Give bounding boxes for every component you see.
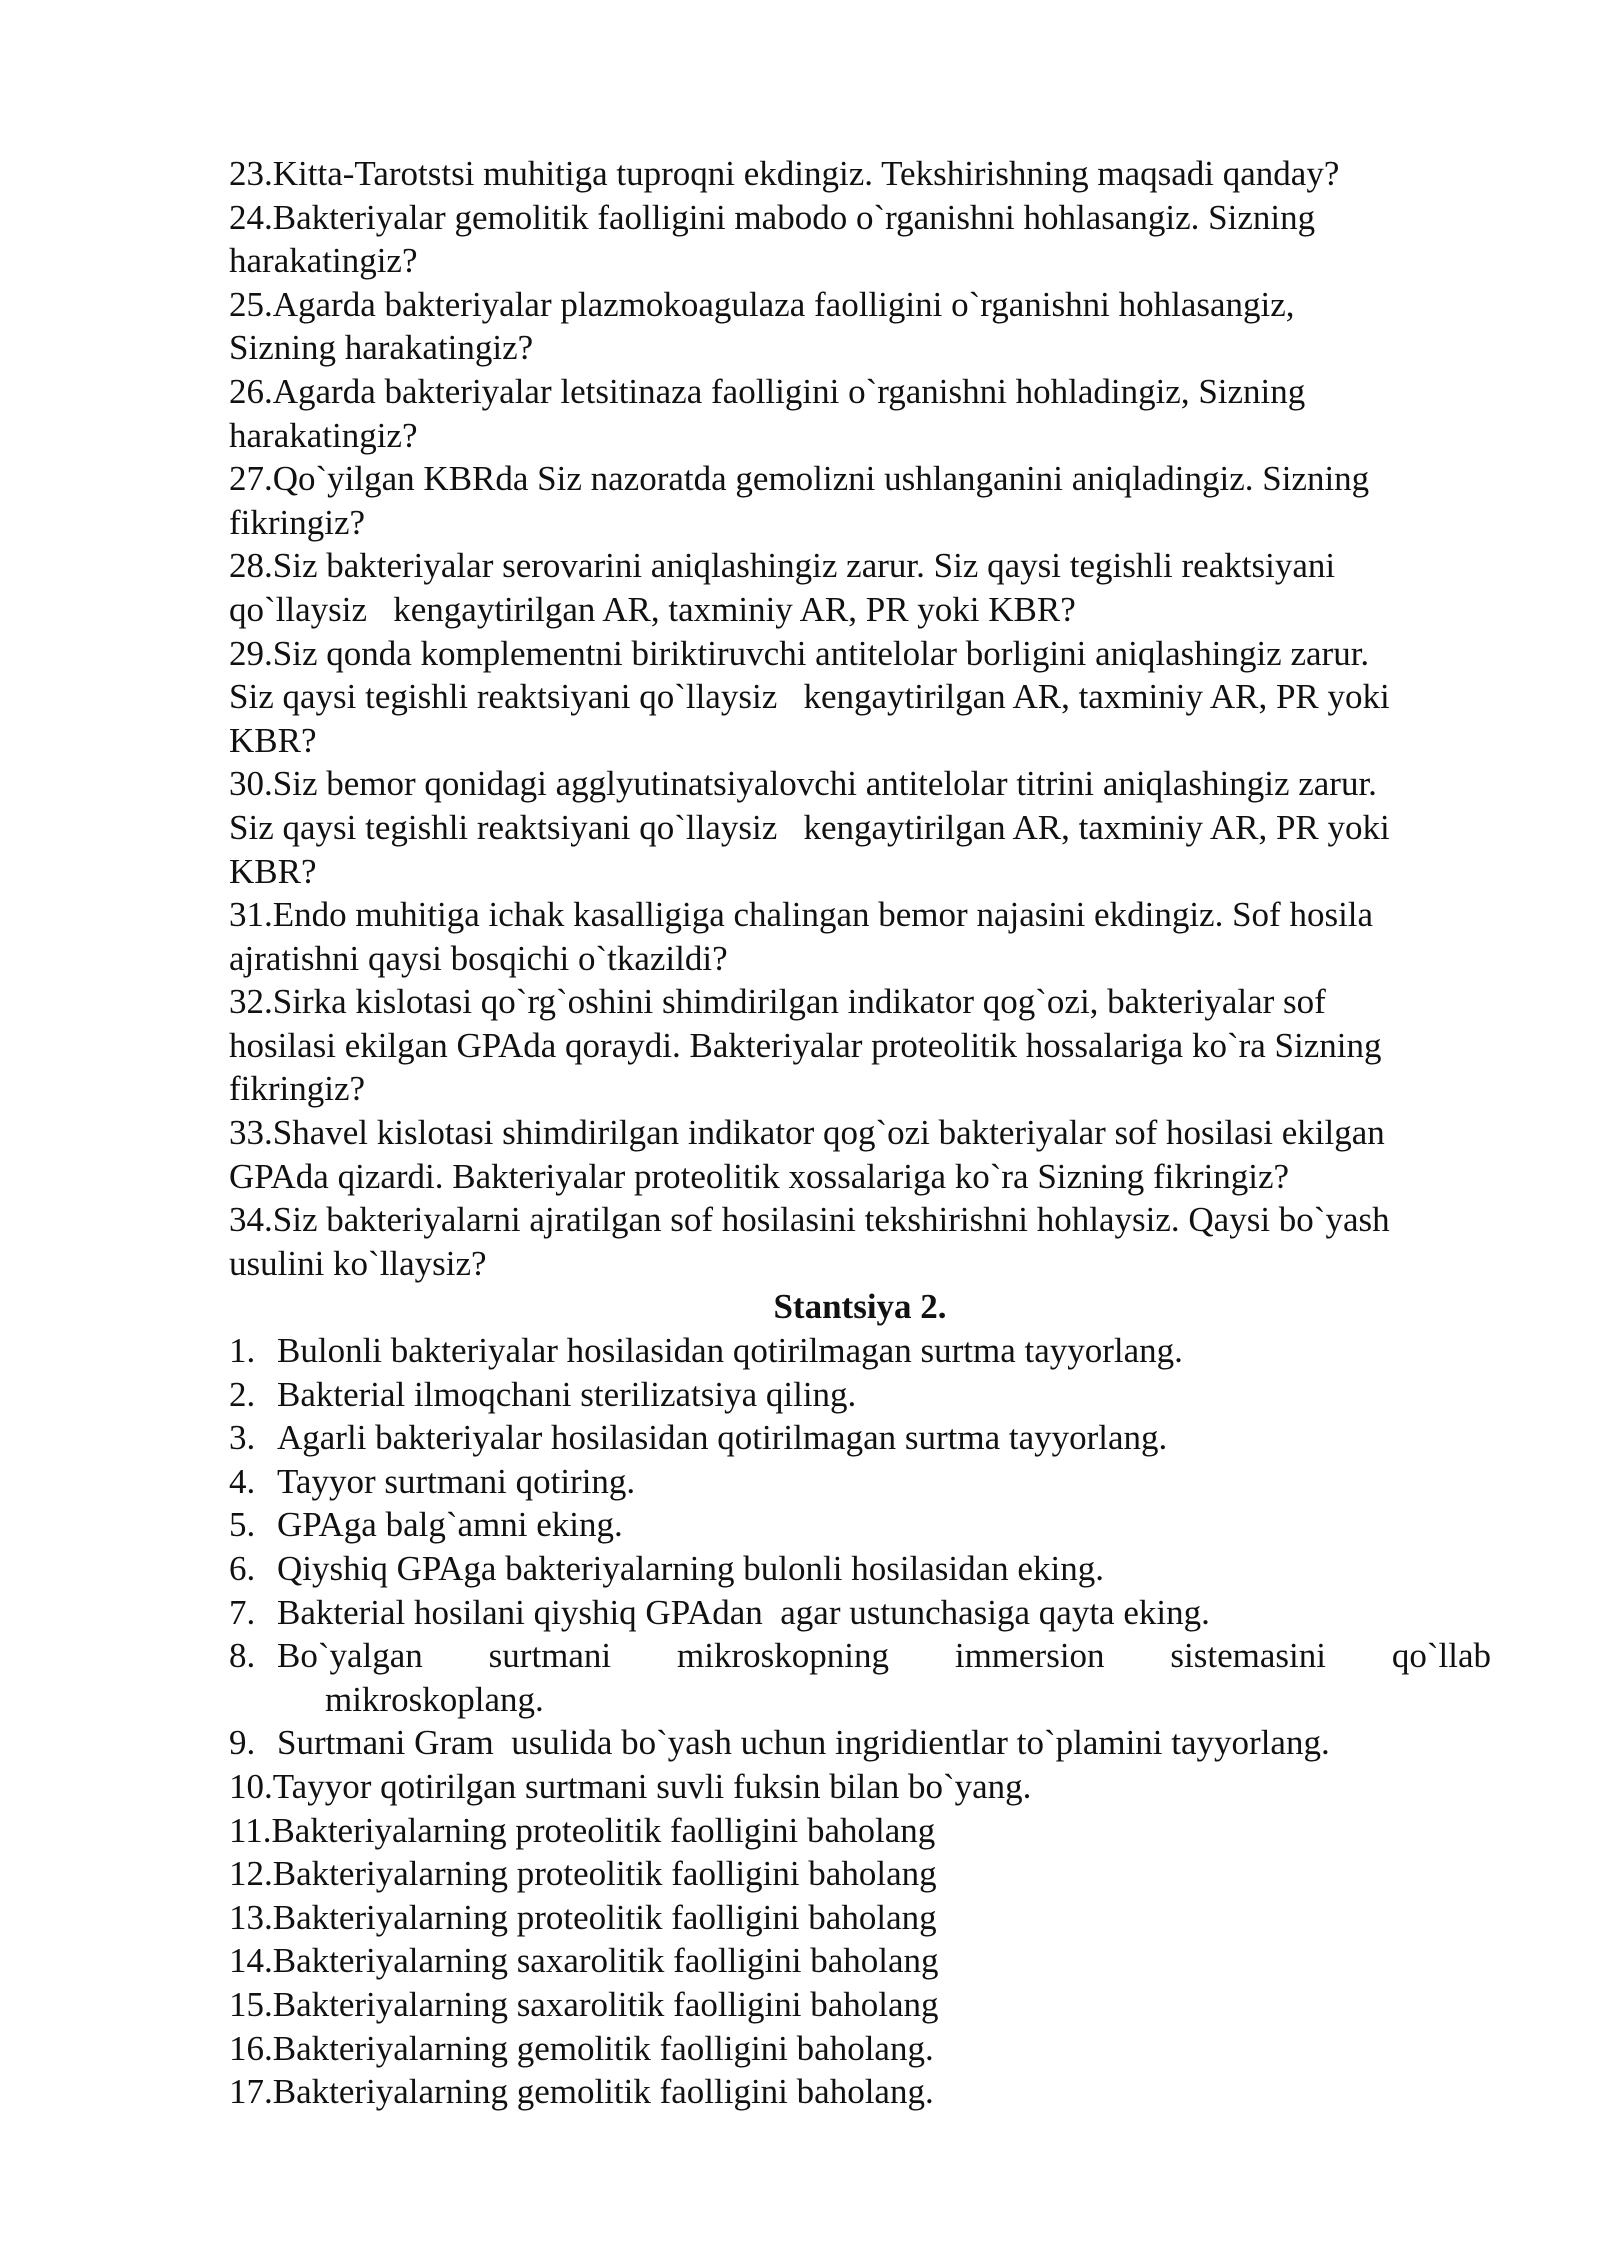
section-title: Stantsiya 2. bbox=[773, 1287, 947, 1327]
task-number: 16. bbox=[229, 2028, 273, 2068]
task-number: 12. bbox=[229, 1854, 273, 1894]
question-text: Shavel kislotasi shimdirilgan indikator qog`ozi bakteriyalar sof hosilasi ekilgan bbox=[272, 1113, 1385, 1153]
task-number: 6. bbox=[229, 1549, 256, 1588]
question-text: Siz bakteriyalar serovarini aniqlashingiz zarur. Siz qaysi tegishli reaktsiyani bbox=[272, 546, 1336, 586]
task-number: 1. bbox=[229, 1331, 256, 1371]
question-text-continued: fikringiz? bbox=[229, 502, 366, 542]
task-text: Bakterial hosilani qiyshiq GPAdan agar ustunchasiga qayta eking. bbox=[277, 1592, 1210, 1632]
task-number: 15. bbox=[229, 1984, 273, 2024]
task-text: Bakteriyalarning proteolitik faolligini baholang bbox=[271, 1810, 936, 1850]
task-number: 13. bbox=[229, 1897, 273, 1937]
task-text: Bulonli bakteriyalar hosilasidan qotirilmagan surtma tayyorlang. bbox=[277, 1331, 1183, 1371]
task-text: Bakteriyalarning saxarolitik faolligini baholang bbox=[272, 1941, 939, 1981]
question-text: Agarda bakteriyalar letsitinaza faolligini o`rganishni hohladingiz, Sizning bbox=[272, 371, 1306, 411]
task-number: 10. bbox=[229, 1766, 273, 1806]
task-number: 8. bbox=[229, 1636, 256, 1676]
list-item bbox=[229, 1329, 1491, 1373]
task-number: 14. bbox=[229, 1941, 273, 1981]
list-item bbox=[229, 893, 1491, 980]
list-item bbox=[229, 1373, 1491, 1417]
task-number: 5. bbox=[229, 1505, 256, 1545]
question-text-continued: KBR? bbox=[229, 851, 317, 891]
question-text-continued: Siz qaysi tegishli reaktsiyani qo`llaysiz kengaytirilgan AR, taxminiy AR, PR yoki bbox=[229, 807, 1390, 847]
task-text: Bakteriyalarning gemolitik faolligini baholang. bbox=[272, 2072, 934, 2112]
question-text-continued: harakatingiz? bbox=[229, 241, 418, 281]
list-item bbox=[229, 1198, 1491, 1285]
question-text-continued: Sizning harakatingiz? bbox=[229, 328, 534, 368]
question-text: Siz bakteriyalarni ajratilgan sof hosilasini tekshirishni hohlaysiz. Qaysi bo`yash bbox=[272, 1200, 1390, 1240]
question-text-continued: usulini ko`llaysiz? bbox=[229, 1243, 487, 1283]
list-item bbox=[229, 1111, 1491, 1198]
list-item bbox=[229, 762, 1491, 893]
question-number: 26. bbox=[229, 371, 273, 411]
list-item bbox=[229, 1634, 1491, 1678]
list-item bbox=[229, 1460, 1491, 1504]
task-text: Bakteriyalarning gemolitik faolligini baholang. bbox=[272, 2028, 934, 2068]
question-number: 32. bbox=[229, 982, 273, 1022]
task-text: Tayyor qotirilgan surtmani suvli fuksin bilan bo`yang. bbox=[272, 1766, 1032, 1806]
question-text-continued: harakatingiz? bbox=[229, 415, 418, 455]
question-text: Qo`yilgan KBRda Siz nazoratda gemolizni ushlanganini aniqladingiz. Sizning bbox=[272, 459, 1370, 499]
list-item bbox=[229, 1721, 1491, 1765]
task-number: 3. bbox=[229, 1418, 256, 1458]
task-text: Bakteriyalarning proteolitik faolligini baholang bbox=[272, 1854, 937, 1894]
task-number: 11. bbox=[229, 1810, 272, 1850]
question-number: 23. bbox=[229, 154, 273, 193]
list-item bbox=[229, 1765, 1491, 1809]
list-item bbox=[229, 1896, 1491, 1940]
task-text: Surtmani Gram usulida bo`yash uchun ingridientlar to`plamini tayyorlang. bbox=[277, 1723, 1330, 1763]
list-item bbox=[229, 1547, 1491, 1591]
question-text-continued: qo`llaysiz kengaytirilgan AR, taxminiy AR, PR yoki KBR? bbox=[229, 589, 1076, 629]
question-text-continued: GPAda qizardi. Bakteriyalar proteolitik xossalariga ko`ra Sizning fikringiz? bbox=[229, 1156, 1290, 1196]
question-number: 29. bbox=[229, 633, 273, 673]
list-item bbox=[229, 457, 1491, 544]
task-text: Bakterial ilmoqchani sterilizatsiya qiling. bbox=[277, 1374, 857, 1414]
question-number: 31. bbox=[229, 895, 273, 935]
task-text: Bo`yalgan surtmani mikroskopning immersion sistemasini qo`llab bbox=[277, 1636, 1491, 1676]
task-number: 17. bbox=[229, 2072, 273, 2112]
task-text: Bakteriyalarning proteolitik faolligini baholang bbox=[272, 1897, 937, 1937]
task-text: Qiyshiq GPAga bakteriyalarning bulonli hosilasidan eking. bbox=[277, 1549, 1104, 1588]
question-text-continued: Siz qaysi tegishli reaktsiyani qo`llaysiz kengaytirilgan AR, taxminiy AR, PR yoki bbox=[229, 677, 1390, 717]
list-item bbox=[229, 1503, 1491, 1547]
task-list bbox=[229, 1329, 1491, 2114]
task-text: Agarli bakteriyalar hosilasidan qotirilmagan surtma tayyorlang. bbox=[277, 1418, 1168, 1458]
list-item bbox=[229, 196, 1491, 283]
question-text-continued: fikringiz? bbox=[229, 1069, 366, 1109]
list-item bbox=[229, 370, 1491, 457]
question-number: 27. bbox=[229, 459, 273, 499]
question-text: Agarda bakteriyalar plazmokoagulaza faolligini o`rganishni hohlasangiz, bbox=[272, 284, 1295, 324]
question-text-continued: ajratishni qaysi bosqichi o`tkazildi? bbox=[229, 938, 728, 978]
list-item bbox=[229, 980, 1491, 1111]
question-number: 30. bbox=[229, 764, 273, 804]
task-number: 9. bbox=[229, 1723, 256, 1763]
list-item bbox=[229, 1983, 1491, 2027]
question-number: 33. bbox=[229, 1113, 273, 1153]
question-number: 28. bbox=[229, 546, 273, 586]
question-text: Siz qonda komplementni biriktiruvchi antitelolar borligini aniqlashingiz zarur. bbox=[272, 633, 1370, 673]
list-item-continued bbox=[229, 1678, 1491, 1722]
list-item bbox=[229, 1852, 1491, 1896]
question-list bbox=[229, 152, 1491, 1285]
task-number: 7. bbox=[229, 1592, 256, 1632]
list-item bbox=[229, 1809, 1491, 1853]
question-text-continued: hosilasi ekilgan GPAda qoraydi. Bakteriyalar proteolitik hossalariga ko`ra Sizning bbox=[229, 1025, 1382, 1065]
list-item bbox=[229, 1591, 1491, 1635]
document-page bbox=[229, 152, 1491, 2114]
question-text: Kitta-Tarotstsi muhitiga tuproqni ekdingiz. Tekshirishning maqsadi qanday? bbox=[272, 154, 1340, 193]
task-number: 2. bbox=[229, 1374, 256, 1414]
task-number: 4. bbox=[229, 1461, 256, 1501]
question-number: 24. bbox=[229, 197, 273, 237]
question-number: 34. bbox=[229, 1200, 273, 1240]
list-item bbox=[229, 1939, 1491, 1983]
question-text: Sirka kislotasi qo`rg`oshini shimdirilgan indikator qog`ozi, bakteriyalar sof bbox=[272, 982, 1326, 1022]
list-item bbox=[229, 2027, 1491, 2071]
task-text: Tayyor surtmani qotiring. bbox=[277, 1461, 636, 1501]
question-text: Siz bemor qonidagi agglyutinatsiyalovchi antitelolar titrini aniqlashingiz zarur. bbox=[272, 764, 1377, 804]
list-item bbox=[229, 283, 1491, 370]
list-item bbox=[229, 632, 1491, 763]
list-item bbox=[229, 1416, 1491, 1460]
list-item bbox=[229, 152, 1491, 196]
task-text-continued: mikroskoplang. bbox=[325, 1679, 544, 1719]
question-number: 25. bbox=[229, 284, 273, 324]
question-text-continued: KBR? bbox=[229, 720, 317, 760]
list-item bbox=[229, 544, 1491, 631]
task-text: Bakteriyalarning saxarolitik faolligini baholang bbox=[272, 1984, 939, 2024]
task-text: GPAga balg`amni eking. bbox=[277, 1505, 623, 1545]
list-item bbox=[229, 2070, 1491, 2114]
question-text: Endo muhitiga ichak kasalligiga chalingan bemor najasini ekdingiz. Sof hosila bbox=[272, 895, 1374, 935]
question-text: Bakteriyalar gemolitik faolligini mabodo o`rganishni hohlasangiz. Sizning bbox=[272, 197, 1316, 237]
